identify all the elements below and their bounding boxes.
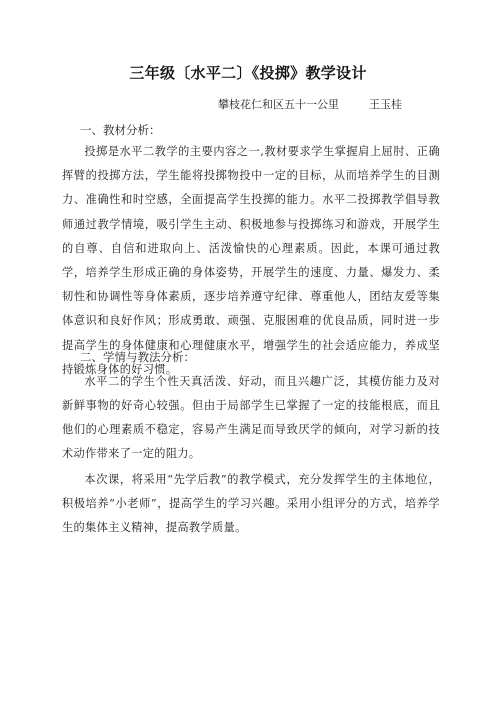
paragraph-student-analysis: 水平二的学生个性天真活泼、好动，而且兴趣广泛，其模仿能力及对新鲜事物的好奇心较强。但由于局部学生已掌握了一定的技能根底，而且他们的心理素质不稳定，容易产生满足而导致厌学的倾向，对学习新的技术动作带来了一定的阻力。 (62, 375, 440, 460)
author-line (218, 96, 402, 112)
document-title: 三年级〔水平二〕《投掷》教学设计 (129, 64, 367, 82)
author-name: 王玉桂 (369, 98, 402, 111)
section-heading-student-analysis: 二、学情与教法分析： (80, 350, 195, 364)
author-unit: 攀枝花仁和区五十一公里 (218, 98, 339, 111)
paragraph-teaching-method: 本次课，将采用“先学后教”的教学模式，充分发挥学生的主体地位，积极培养“小老师”，提高学生的学习兴趣。采用小组评分的方式，培养学生的集体主义精神，提高教学质量。 (62, 473, 440, 534)
paragraph-material-analysis: 投掷是水平二教学的主要内容之一,教材要求学生掌握肩上屈肘、正确挥臂的投掷方法，学生能将投掷物投中一定的目标，从而培养学生的目测力、准确性和时空感，全面提高学生投掷的能力。水平二投掷教学倡导教师通过教学情境，吸引学生主动、积极地参与投掷练习和游戏，开展学生的自尊、自信和进取向上、活泼愉快的心理素质。因此，本课可通过教学，培养学生形成正确的身体姿势，开展学生的速度、力量、爆发力、柔韧性和协调性等身体素质，逐步培养遵守纪律、尊重他人，团结友爱等集体意识和良好作风；形成勇敢、顽强、克服困难的优良品质，同时进一步提高学生的身体健康和心理健康水平，增强学生的社会适应能力，养成坚持锻炼身体的好习惯。 (62, 145, 440, 376)
section-heading-material-analysis: 一、教材分析： (80, 123, 161, 137)
